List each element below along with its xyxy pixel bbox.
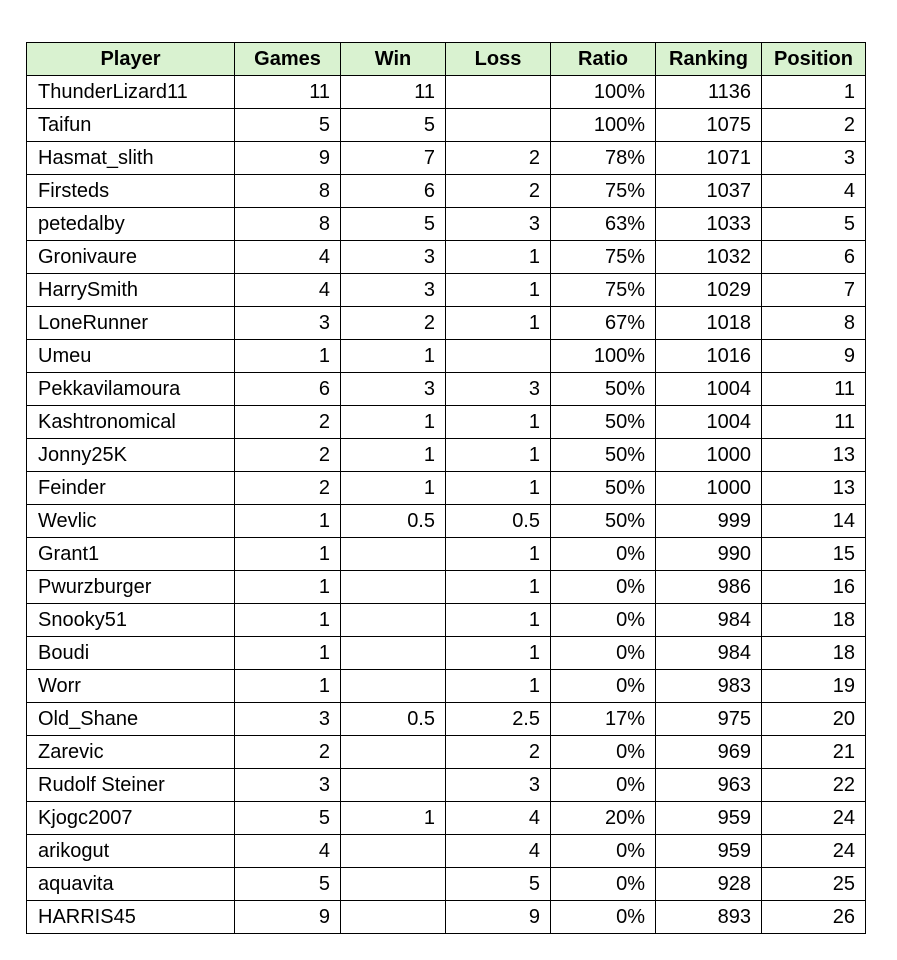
- header-games: Games: [235, 43, 341, 76]
- cell-ranking: 984: [656, 604, 762, 637]
- cell-position: 3: [762, 142, 866, 175]
- header-ranking: Ranking: [656, 43, 762, 76]
- cell-ranking: 959: [656, 802, 762, 835]
- table-row: [27, 406, 866, 439]
- cell-loss: [446, 340, 551, 373]
- table-row: [27, 175, 866, 208]
- cell-games: 1: [235, 538, 341, 571]
- cell-loss: 2.5: [446, 703, 551, 736]
- cell-win: [341, 670, 446, 703]
- cell-position: 11: [762, 373, 866, 406]
- cell-loss: 3: [446, 769, 551, 802]
- cell-loss: 2: [446, 736, 551, 769]
- cell-ratio: 67%: [551, 307, 656, 340]
- header-player: Player: [27, 43, 235, 76]
- cell-win: [341, 769, 446, 802]
- cell-position: 9: [762, 340, 866, 373]
- cell-loss: 0.5: [446, 505, 551, 538]
- cell-win: [341, 835, 446, 868]
- table-row: [27, 274, 866, 307]
- cell-ratio: 0%: [551, 835, 656, 868]
- cell-ratio: 100%: [551, 76, 656, 109]
- cell-win: 1: [341, 472, 446, 505]
- table-row: [27, 835, 866, 868]
- cell-loss: 1: [446, 670, 551, 703]
- cell-ratio: 100%: [551, 109, 656, 142]
- cell-games: 2: [235, 736, 341, 769]
- cell-player: Kashtronomical: [27, 406, 235, 439]
- cell-loss: 5: [446, 868, 551, 901]
- cell-games: 1: [235, 637, 341, 670]
- table-row: [27, 769, 866, 802]
- cell-loss: 3: [446, 208, 551, 241]
- header-win: Win: [341, 43, 446, 76]
- cell-player: aquavita: [27, 868, 235, 901]
- cell-ranking: 1029: [656, 274, 762, 307]
- cell-position: 19: [762, 670, 866, 703]
- cell-games: 3: [235, 769, 341, 802]
- cell-loss: 1: [446, 439, 551, 472]
- table-row: [27, 439, 866, 472]
- cell-player: Grant1: [27, 538, 235, 571]
- cell-position: 8: [762, 307, 866, 340]
- cell-win: [341, 736, 446, 769]
- header-position: Position: [762, 43, 866, 76]
- cell-position: 24: [762, 802, 866, 835]
- cell-ranking: 1018: [656, 307, 762, 340]
- cell-ranking: 893: [656, 901, 762, 934]
- cell-ratio: 0%: [551, 604, 656, 637]
- table-row: [27, 109, 866, 142]
- cell-position: 25: [762, 868, 866, 901]
- cell-win: [341, 571, 446, 604]
- cell-loss: 9: [446, 901, 551, 934]
- table-row: [27, 538, 866, 571]
- cell-player: Kjogc2007: [27, 802, 235, 835]
- cell-win: 0.5: [341, 703, 446, 736]
- cell-ranking: 959: [656, 835, 762, 868]
- cell-player: HarrySmith: [27, 274, 235, 307]
- cell-loss: 1: [446, 637, 551, 670]
- header-row: [27, 43, 866, 76]
- cell-player: Pekkavilamoura: [27, 373, 235, 406]
- cell-player: Snooky51: [27, 604, 235, 637]
- cell-position: 16: [762, 571, 866, 604]
- header-ratio: Ratio: [551, 43, 656, 76]
- cell-player: Zarevic: [27, 736, 235, 769]
- cell-games: 1: [235, 604, 341, 637]
- cell-ratio: 0%: [551, 538, 656, 571]
- table-row: [27, 802, 866, 835]
- cell-games: 5: [235, 802, 341, 835]
- cell-loss: [446, 76, 551, 109]
- cell-ranking: 1033: [656, 208, 762, 241]
- cell-games: 1: [235, 505, 341, 538]
- cell-ratio: 0%: [551, 769, 656, 802]
- cell-games: 9: [235, 901, 341, 934]
- cell-ranking: 969: [656, 736, 762, 769]
- cell-games: 2: [235, 439, 341, 472]
- table-row: [27, 571, 866, 604]
- cell-loss: 1: [446, 604, 551, 637]
- cell-loss: 1: [446, 406, 551, 439]
- cell-player: Worr: [27, 670, 235, 703]
- cell-games: 1: [235, 571, 341, 604]
- cell-win: 0.5: [341, 505, 446, 538]
- cell-games: 11: [235, 76, 341, 109]
- cell-player: HARRIS45: [27, 901, 235, 934]
- table-row: [27, 76, 866, 109]
- table-row: [27, 307, 866, 340]
- cell-player: Rudolf Steiner: [27, 769, 235, 802]
- cell-loss: 3: [446, 373, 551, 406]
- cell-loss: 1: [446, 307, 551, 340]
- cell-ranking: 1000: [656, 439, 762, 472]
- table-row: [27, 142, 866, 175]
- cell-games: 3: [235, 703, 341, 736]
- cell-ranking: 1075: [656, 109, 762, 142]
- cell-position: 11: [762, 406, 866, 439]
- cell-games: 2: [235, 406, 341, 439]
- cell-win: 3: [341, 241, 446, 274]
- table-header: [27, 43, 866, 76]
- cell-player: Taifun: [27, 109, 235, 142]
- cell-ranking: 986: [656, 571, 762, 604]
- cell-win: 1: [341, 802, 446, 835]
- cell-player: Jonny25K: [27, 439, 235, 472]
- cell-player: LoneRunner: [27, 307, 235, 340]
- cell-win: 3: [341, 274, 446, 307]
- table-row: [27, 604, 866, 637]
- cell-games: 5: [235, 868, 341, 901]
- cell-ratio: 20%: [551, 802, 656, 835]
- cell-ratio: 50%: [551, 439, 656, 472]
- cell-ranking: 1136: [656, 76, 762, 109]
- cell-games: 8: [235, 175, 341, 208]
- cell-position: 15: [762, 538, 866, 571]
- cell-win: [341, 538, 446, 571]
- cell-games: 1: [235, 340, 341, 373]
- cell-ranking: 983: [656, 670, 762, 703]
- cell-position: 6: [762, 241, 866, 274]
- cell-ratio: 0%: [551, 736, 656, 769]
- cell-win: 5: [341, 109, 446, 142]
- table-row: [27, 736, 866, 769]
- cell-loss: 1: [446, 472, 551, 505]
- cell-ratio: 0%: [551, 670, 656, 703]
- cell-ratio: 50%: [551, 406, 656, 439]
- cell-loss: 1: [446, 241, 551, 274]
- cell-position: 1: [762, 76, 866, 109]
- standings-table: [26, 42, 866, 934]
- cell-ranking: 1004: [656, 373, 762, 406]
- cell-games: 3: [235, 307, 341, 340]
- cell-loss: 1: [446, 538, 551, 571]
- cell-ratio: 75%: [551, 175, 656, 208]
- cell-ranking: 1004: [656, 406, 762, 439]
- cell-player: arikogut: [27, 835, 235, 868]
- cell-player: Hasmat_slith: [27, 142, 235, 175]
- cell-win: [341, 868, 446, 901]
- cell-position: 26: [762, 901, 866, 934]
- cell-win: 7: [341, 142, 446, 175]
- cell-ratio: 17%: [551, 703, 656, 736]
- cell-ranking: 999: [656, 505, 762, 538]
- cell-player: Boudi: [27, 637, 235, 670]
- cell-position: 24: [762, 835, 866, 868]
- cell-ratio: 0%: [551, 901, 656, 934]
- cell-position: 5: [762, 208, 866, 241]
- cell-win: 1: [341, 406, 446, 439]
- cell-ranking: 1016: [656, 340, 762, 373]
- cell-player: Feinder: [27, 472, 235, 505]
- cell-loss: 4: [446, 802, 551, 835]
- cell-win: 1: [341, 340, 446, 373]
- cell-ratio: 50%: [551, 373, 656, 406]
- cell-ranking: 1032: [656, 241, 762, 274]
- table-row: [27, 472, 866, 505]
- cell-ratio: 100%: [551, 340, 656, 373]
- cell-games: 1: [235, 670, 341, 703]
- cell-position: 21: [762, 736, 866, 769]
- cell-win: 1: [341, 439, 446, 472]
- cell-player: ThunderLizard11: [27, 76, 235, 109]
- cell-player: Wevlic: [27, 505, 235, 538]
- cell-games: 4: [235, 241, 341, 274]
- cell-position: 2: [762, 109, 866, 142]
- table-row: [27, 901, 866, 934]
- table-row: [27, 208, 866, 241]
- cell-win: [341, 604, 446, 637]
- cell-player: Gronivaure: [27, 241, 235, 274]
- cell-ratio: 78%: [551, 142, 656, 175]
- cell-position: 18: [762, 604, 866, 637]
- cell-position: 13: [762, 439, 866, 472]
- cell-win: 11: [341, 76, 446, 109]
- cell-position: 4: [762, 175, 866, 208]
- table-row: [27, 868, 866, 901]
- cell-player: petedalby: [27, 208, 235, 241]
- cell-win: 6: [341, 175, 446, 208]
- cell-win: 2: [341, 307, 446, 340]
- header-loss: Loss: [446, 43, 551, 76]
- table-row: [27, 241, 866, 274]
- table-row: [27, 637, 866, 670]
- cell-ranking: 990: [656, 538, 762, 571]
- cell-loss: 2: [446, 142, 551, 175]
- cell-position: 13: [762, 472, 866, 505]
- cell-position: 18: [762, 637, 866, 670]
- cell-player: Umeu: [27, 340, 235, 373]
- cell-ranking: 928: [656, 868, 762, 901]
- cell-ranking: 1000: [656, 472, 762, 505]
- cell-games: 9: [235, 142, 341, 175]
- cell-loss: 1: [446, 571, 551, 604]
- cell-ranking: 1037: [656, 175, 762, 208]
- cell-ratio: 63%: [551, 208, 656, 241]
- cell-games: 8: [235, 208, 341, 241]
- table-row: [27, 505, 866, 538]
- cell-position: 14: [762, 505, 866, 538]
- cell-player: Firsteds: [27, 175, 235, 208]
- cell-win: 5: [341, 208, 446, 241]
- cell-win: [341, 901, 446, 934]
- cell-games: 2: [235, 472, 341, 505]
- cell-player: Pwurzburger: [27, 571, 235, 604]
- table-row: [27, 340, 866, 373]
- cell-loss: 2: [446, 175, 551, 208]
- cell-ranking: 984: [656, 637, 762, 670]
- cell-ratio: 50%: [551, 505, 656, 538]
- cell-position: 22: [762, 769, 866, 802]
- cell-ratio: 50%: [551, 472, 656, 505]
- cell-games: 4: [235, 835, 341, 868]
- cell-games: 4: [235, 274, 341, 307]
- cell-win: 3: [341, 373, 446, 406]
- cell-player: Old_Shane: [27, 703, 235, 736]
- table-body: [27, 76, 866, 934]
- cell-ratio: 0%: [551, 868, 656, 901]
- cell-position: 7: [762, 274, 866, 307]
- cell-ratio: 75%: [551, 241, 656, 274]
- cell-loss: 4: [446, 835, 551, 868]
- cell-games: 5: [235, 109, 341, 142]
- cell-loss: [446, 109, 551, 142]
- cell-ranking: 1071: [656, 142, 762, 175]
- cell-position: 20: [762, 703, 866, 736]
- cell-ratio: 0%: [551, 571, 656, 604]
- table-row: [27, 703, 866, 736]
- cell-ratio: 0%: [551, 637, 656, 670]
- cell-win: [341, 637, 446, 670]
- cell-loss: 1: [446, 274, 551, 307]
- cell-ratio: 75%: [551, 274, 656, 307]
- table-row: [27, 670, 866, 703]
- cell-ranking: 975: [656, 703, 762, 736]
- cell-games: 6: [235, 373, 341, 406]
- table-row: [27, 373, 866, 406]
- cell-ranking: 963: [656, 769, 762, 802]
